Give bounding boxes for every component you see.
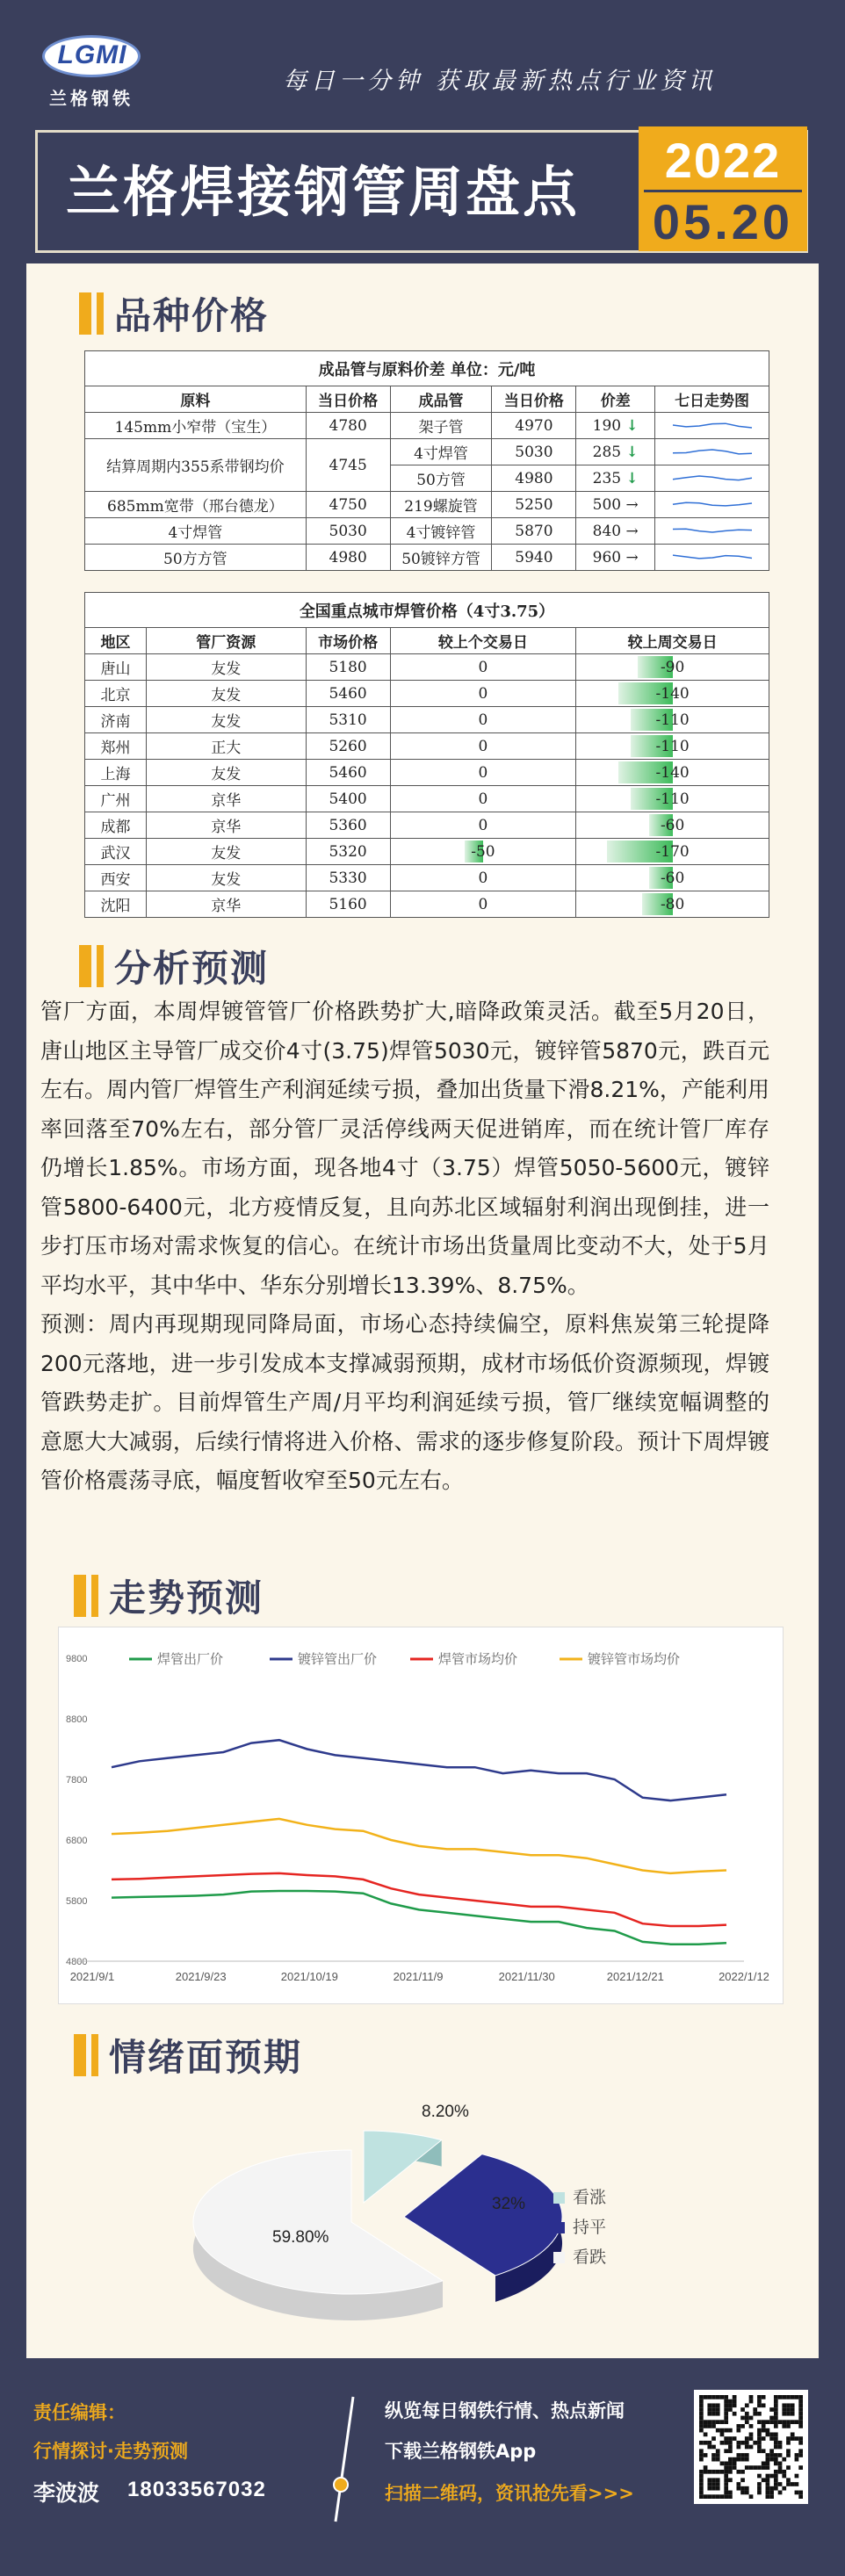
col-header: 较上周交易日 [576,628,769,654]
day-change-cell [390,891,576,918]
week-change-cell [576,891,769,918]
change-value: 0 [478,790,488,808]
change-value: 0 [478,816,488,834]
price-cell: 5460 [306,760,390,786]
table-row [85,865,769,891]
table-row [85,707,769,733]
product-price-cell: 4980 [492,465,576,492]
spread-cell [576,545,655,571]
price-cell: 5330 [306,865,390,891]
week-change-cell [576,839,769,865]
col-header: 地区 [85,628,147,654]
footer-scan-link[interactable]: 扫描二维码，资讯抢先看>>> [385,2483,634,2504]
change-value: 0 [478,711,488,729]
material-cell: 4寸焊管 [85,518,307,545]
change-value: 0 [478,658,488,676]
week-change-cell [576,707,769,733]
analysis-paragraph-2: 预测：周内再现期现同降局面，市场心态持续偏空，原料焦炭第三轮提降200元落地，进一步引发成本支撑减弱预期，成材市场低价资源频现，焊镀管跌势走扩。目前焊管生产周/月平均利润延续亏损，管厂继续宽幅调整的意愿大大减弱，后续行情将进入价格、需求的逐步修复阶段。预计下周焊镀管价格震荡寻底，幅度暂收窄至50元左右。 [40,1311,769,1493]
date-divider [644,190,802,192]
legend-label: 持平 [573,2218,607,2237]
x-tick-label: 2021/11/30 [498,1970,555,1983]
col-header: 当日价格 [492,386,576,413]
price-cell: 5460 [306,681,390,707]
product-price-cell: 5870 [492,518,576,545]
date-year: 2022 [664,133,782,188]
spread-cell [576,439,655,465]
analysis-text [40,992,769,1501]
city-cell: 济南 [85,707,147,733]
legend-label: 焊管出厂价 [157,1651,224,1667]
table-row [85,413,769,439]
spread-table [84,350,769,571]
price-cell: 5320 [306,839,390,865]
series-line [112,1891,726,1945]
city-cell: 广州 [85,786,147,812]
sentiment-pie [176,2103,668,2332]
series-line [112,1819,726,1873]
section-price-label: 品种价格 [114,294,270,337]
sparkline-cell [655,439,769,465]
lgmi-logo [42,35,143,110]
spread-cell [576,492,655,518]
week-change-cell [576,812,769,839]
change-value: -90 [660,658,685,676]
qr-code-svg [699,2395,803,2499]
legend-swatch [553,2192,565,2204]
arrow-down-icon: ↓ [625,416,639,435]
material-price-cell: 4980 [306,545,390,571]
arrow-right-icon: → [625,522,639,540]
week-change-cell [576,786,769,812]
y-tick-label: 9800 [66,1654,88,1664]
sentiment-pie-svg [176,2103,668,2332]
table-row [85,733,769,760]
section-trend-label: 走势预测 [109,1577,264,1620]
week-change-cell [576,681,769,707]
change-value: -110 [655,711,690,729]
price-cell: 5180 [306,654,390,681]
price-cell: 5260 [306,733,390,760]
editor-phone[interactable]: 18033567032 [127,2478,266,2501]
day-change-cell [390,681,576,707]
qr-code[interactable] [694,2390,808,2504]
pie-data-label: 59.80% [272,2228,329,2247]
col-header: 原料 [85,386,307,413]
product-price-cell: 5030 [492,439,576,465]
change-value: 0 [478,737,488,755]
arrow-down-icon: ↓ [625,469,639,487]
product-cell: 4寸焊管 [390,439,492,465]
mill-cell: 正大 [146,733,306,760]
change-value: 0 [478,869,488,887]
col-header: 市场价格 [306,628,390,654]
mill-cell: 京华 [146,891,306,918]
col-header: 较上个交易日 [390,628,576,654]
x-tick-label: 2021/9/23 [175,1970,227,1983]
header [0,0,845,263]
sparkline [669,471,755,487]
week-change-cell [576,865,769,891]
material-price-cell: 4780 [306,413,390,439]
date-badge [639,126,807,251]
table-row [85,681,769,707]
city-cell: 沈阳 [85,891,147,918]
mill-cell: 京华 [146,786,306,812]
day-change-cell [390,812,576,839]
col-header: 价差 [576,386,655,413]
table-row [85,654,769,681]
city-cell: 唐山 [85,654,147,681]
week-change-cell [576,760,769,786]
table-row [85,545,769,571]
price-cell: 5160 [306,891,390,918]
sparkline [669,444,755,460]
table-row [85,439,769,465]
material-price-cell: 4745 [306,439,390,492]
sparkline-cell [655,465,769,492]
editor-label: 责任编辑： [33,2402,126,2423]
change-value: -50 [471,842,495,861]
change-value: 0 [478,684,488,703]
material-cell: 145mm小窄带（宝生） [85,413,307,439]
col-header: 当日价格 [306,386,390,413]
sparkline-cell [655,492,769,518]
table-row [85,518,769,545]
table-row [85,786,769,812]
col-header: 管厂资源 [146,628,306,654]
week-change-cell [576,733,769,760]
sparkline-cell [655,545,769,571]
spread-value: 285 [592,443,622,461]
pie-slice [364,2131,442,2203]
legend-label: 焊管市场均价 [438,1651,518,1667]
product-price-cell: 5250 [492,492,576,518]
legend-swatch [553,2222,565,2233]
column-label: 行情探讨·走势预测 [33,2441,188,2462]
editor-name: 李波波 [33,2480,100,2506]
change-value: -110 [655,790,690,808]
table-row [85,492,769,518]
sparkline [669,523,755,539]
material-price-cell: 5030 [306,518,390,545]
spread-value: 190 [592,416,622,435]
table-row [85,760,769,786]
section-trend [74,1569,264,1622]
y-tick-label: 6800 [66,1836,88,1846]
mill-cell: 友发 [146,681,306,707]
legend-label: 看涨 [573,2188,607,2207]
change-value: -60 [660,816,685,834]
price-cell: 5400 [306,786,390,812]
product-cell: 50镀锌方管 [390,545,492,571]
page-title: 兰格焊接钢管周盘点 [66,160,581,224]
product-cell: 4寸镀锌管 [390,518,492,545]
x-tick-label: 2021/9/1 [69,1970,115,1983]
arrow-right-icon: → [625,548,639,566]
product-price-cell: 4970 [492,413,576,439]
spread-value: 840 [592,522,622,540]
col-header: 成品管 [390,386,492,413]
y-tick-label: 5800 [66,1896,88,1907]
city-cell: 西安 [85,865,147,891]
spread-value: 235 [592,469,622,487]
mill-cell: 友发 [146,839,306,865]
change-value: -80 [660,895,685,913]
city-cell: 上海 [85,760,147,786]
table-row [85,812,769,839]
day-change-cell [390,865,576,891]
legend-swatch [553,2252,565,2263]
change-value: -60 [660,869,685,887]
spread-cell [576,518,655,545]
section-sentiment-label: 情绪面预期 [109,2036,303,2079]
x-tick-label: 2021/11/9 [393,1970,444,1983]
product-cell: 219螺旋管 [390,492,492,518]
y-tick-label: 8800 [66,1714,88,1725]
mill-cell: 友发 [146,707,306,733]
footer-line-1: 纵览每日钢铁行情、热点新闻 [385,2400,625,2421]
price-cell: 5360 [306,812,390,839]
section-price [79,287,269,340]
sparkline [669,418,755,434]
section-analysis [79,940,269,992]
product-price-cell: 5940 [492,545,576,571]
analysis-paragraph-1: 管厂方面，本周焊镀管管厂价格跌势扩大,暗降政策灵活。截至5月20日，唐山地区主导管厂成交价4寸(3.75)焊管5030元，镀锌管5870元，跌百元左右。周内管厂焊管生产利润延续亏损，叠加出货量下滑8.21%，产能利用率回落至70%左右，部分管厂灵活停线两天促进销库，而在统计管厂库存仍增长1.85%。市场方面，现各地4寸（3.75）焊管5050-5600元，镀锌管5800-6400元，北方疫情反复，且向苏北区域辐射利润出现倒挂，进一步打压市场对需求恢复的信心。在统计市场出货量周比变动不大，处于5月平均水平，其中华中、华东分别增长13.39%、8.75%。 [40,999,769,1298]
sparkline-cell [655,518,769,545]
pie-data-label: 8.20% [422,2103,469,2121]
y-tick-label: 7800 [66,1775,88,1786]
slogan: 每日一分钟 获取最新热点行业资讯 [283,68,717,95]
day-change-cell [390,733,576,760]
day-change-cell [390,786,576,812]
sparkline-cell [655,413,769,439]
legend-label: 看跌 [573,2248,607,2267]
city-table-title: 全国重点城市焊管价格（4寸3.75） [85,593,769,628]
table-row [85,891,769,918]
arrow-right-icon: → [625,495,639,514]
change-value: 0 [478,895,488,913]
product-cell: 架子管 [390,413,492,439]
mill-cell: 京华 [146,812,306,839]
material-price-cell: 4750 [306,492,390,518]
city-cell: 北京 [85,681,147,707]
arrow-down-icon: ↓ [625,443,639,461]
sparkline [669,497,755,513]
day-change-cell [390,760,576,786]
change-value: -140 [655,763,690,782]
change-value: -170 [655,842,690,861]
date-day: 05.20 [652,194,794,249]
mill-cell: 友发 [146,760,306,786]
x-tick-label: 2022/1/12 [719,1970,769,1983]
city-price-table [84,592,769,918]
logo-text: LGMI [57,40,127,69]
x-tick-label: 2021/12/21 [606,1970,664,1983]
footer-line-2: 下载兰格钢铁App [385,2441,537,2462]
series-line [112,1740,726,1800]
col-header: 七日走势图 [655,386,769,413]
sparkline [669,550,755,566]
week-change-cell [576,654,769,681]
y-tick-label: 4800 [66,1957,88,1967]
change-value: -110 [655,737,690,755]
city-cell: 武汉 [85,839,147,865]
section-sentiment [74,2029,302,2082]
x-tick-label: 2021/10/19 [280,1970,338,1983]
spread-value: 960 [592,548,622,566]
spread-table-title: 成品管与原料价差 单位：元/吨 [85,351,769,386]
trend-chart-svg [59,1627,784,2005]
pie-data-label: 32% [492,2195,526,2213]
price-cell: 5310 [306,707,390,733]
day-change-cell [390,707,576,733]
mill-cell: 友发 [146,654,306,681]
material-cell: 结算周期内355系带钢均价 [85,439,307,492]
mill-cell: 友发 [146,865,306,891]
series-line [112,1873,726,1926]
legend-label: 镀锌管市场均价 [588,1651,681,1667]
change-value: 0 [478,763,488,782]
spread-cell [576,465,655,492]
spread-value: 500 [592,495,622,514]
logo-subtitle: 兰格钢铁 [49,88,134,109]
trend-chart [58,1627,784,2004]
table-row [85,839,769,865]
city-cell: 郑州 [85,733,147,760]
city-cell: 成都 [85,812,147,839]
product-cell: 50方管 [390,465,492,492]
footer [0,2358,845,2576]
change-value: -140 [655,684,690,703]
day-change-cell [390,654,576,681]
material-cell: 685mm宽带（邢台德龙） [85,492,307,518]
section-analysis-label: 分析预测 [114,947,270,990]
footer-divider [327,2393,362,2525]
day-change-cell [390,839,576,865]
legend-label: 镀锌管出厂价 [298,1651,378,1667]
spread-cell [576,413,655,439]
material-cell: 50方方管 [85,545,307,571]
